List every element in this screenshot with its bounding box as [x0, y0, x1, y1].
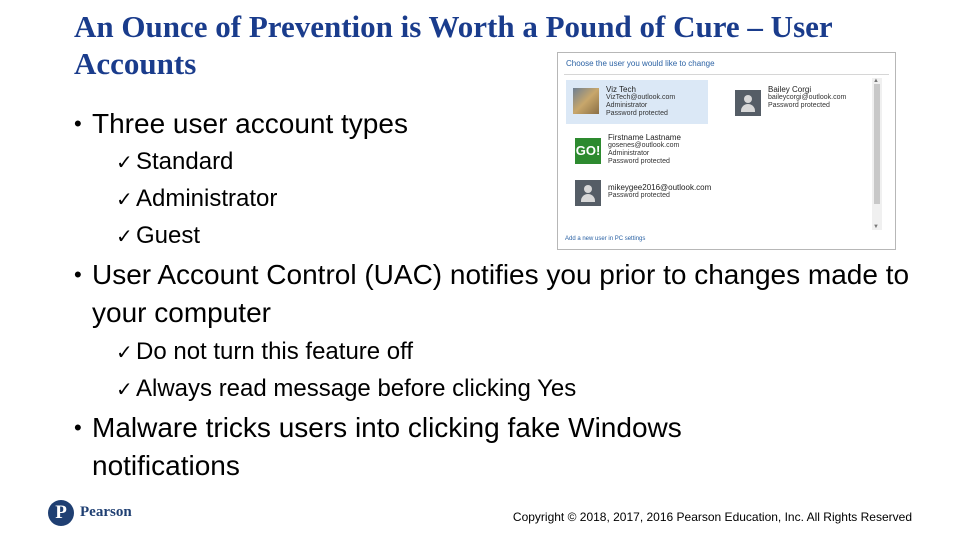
bullet-text: Malware tricks users into clicking fake Windows notifications — [92, 412, 682, 481]
copyright-text: Copyright © 2018, 2017, 2016 Pearson Education, Inc. All Rights Reserved — [512, 510, 912, 524]
check-icon: ✓ — [116, 152, 133, 174]
check-icon: ✓ — [116, 342, 133, 364]
pearson-wordmark: Pearson — [80, 504, 132, 520]
sub-item-do-not-turn-off: ✓ Do not turn this feature off — [116, 333, 413, 372]
bullet-text: Three user account types — [92, 108, 408, 139]
sub-item-administrator: ✓ Administrator — [116, 180, 277, 219]
user-avatar-icon — [735, 90, 761, 116]
slide-title: An Ounce of Prevention is Worth a Pound of Cure – User Accounts — [74, 9, 833, 81]
bullet-dot: • — [74, 262, 82, 287]
user-avatar-icon — [575, 180, 601, 206]
check-icon: ✓ — [116, 189, 133, 211]
user-card-bailey-corgi[interactable]: Bailey Corgi baileycorgi@outlook.com Password protected — [768, 85, 847, 109]
user-card-viz-tech[interactable]: Viz Tech VizTech@outlook.com Administrator Password protected — [606, 85, 676, 117]
go-avatar-icon: GO! — [575, 138, 601, 164]
scrollbar[interactable] — [872, 78, 882, 230]
bullet-text: User Account Control (UAC) notifies you prior to changes made to your computer — [92, 259, 910, 328]
bullet-dot: • — [74, 415, 82, 440]
sub-item-guest: ✓ Guest — [116, 217, 200, 256]
divider — [564, 74, 889, 75]
bullet-malware — [74, 409, 812, 485]
scroll-thumb[interactable] — [874, 84, 880, 204]
pearson-logo-icon: P — [48, 500, 74, 526]
sub-item-read-message: ✓ Always read message before clicking Yes — [116, 370, 576, 409]
scroll-down-icon[interactable]: ▼ — [873, 224, 879, 230]
check-icon: ✓ — [116, 226, 133, 248]
add-user-link[interactable]: Add a new user in PC settings — [565, 236, 646, 242]
bullet-dot: • — [74, 111, 82, 136]
bullet-account-types — [74, 105, 408, 143]
scroll-up-icon[interactable]: ▲ — [873, 78, 879, 84]
bullet-uac — [74, 256, 922, 332]
user-card-firstname-lastname[interactable]: Firstname Lastname gosenes@outlook.com Administrator Password protected — [608, 133, 681, 165]
user-card-mikeygee[interactable]: mikeygee2016@outlook.com Password protected — [608, 183, 712, 199]
screenshot-header: Choose the user you would like to change — [566, 59, 715, 68]
check-icon: ✓ — [116, 379, 133, 401]
sub-item-standard: ✓ Standard — [116, 143, 233, 182]
user-photo-avatar — [573, 88, 599, 114]
